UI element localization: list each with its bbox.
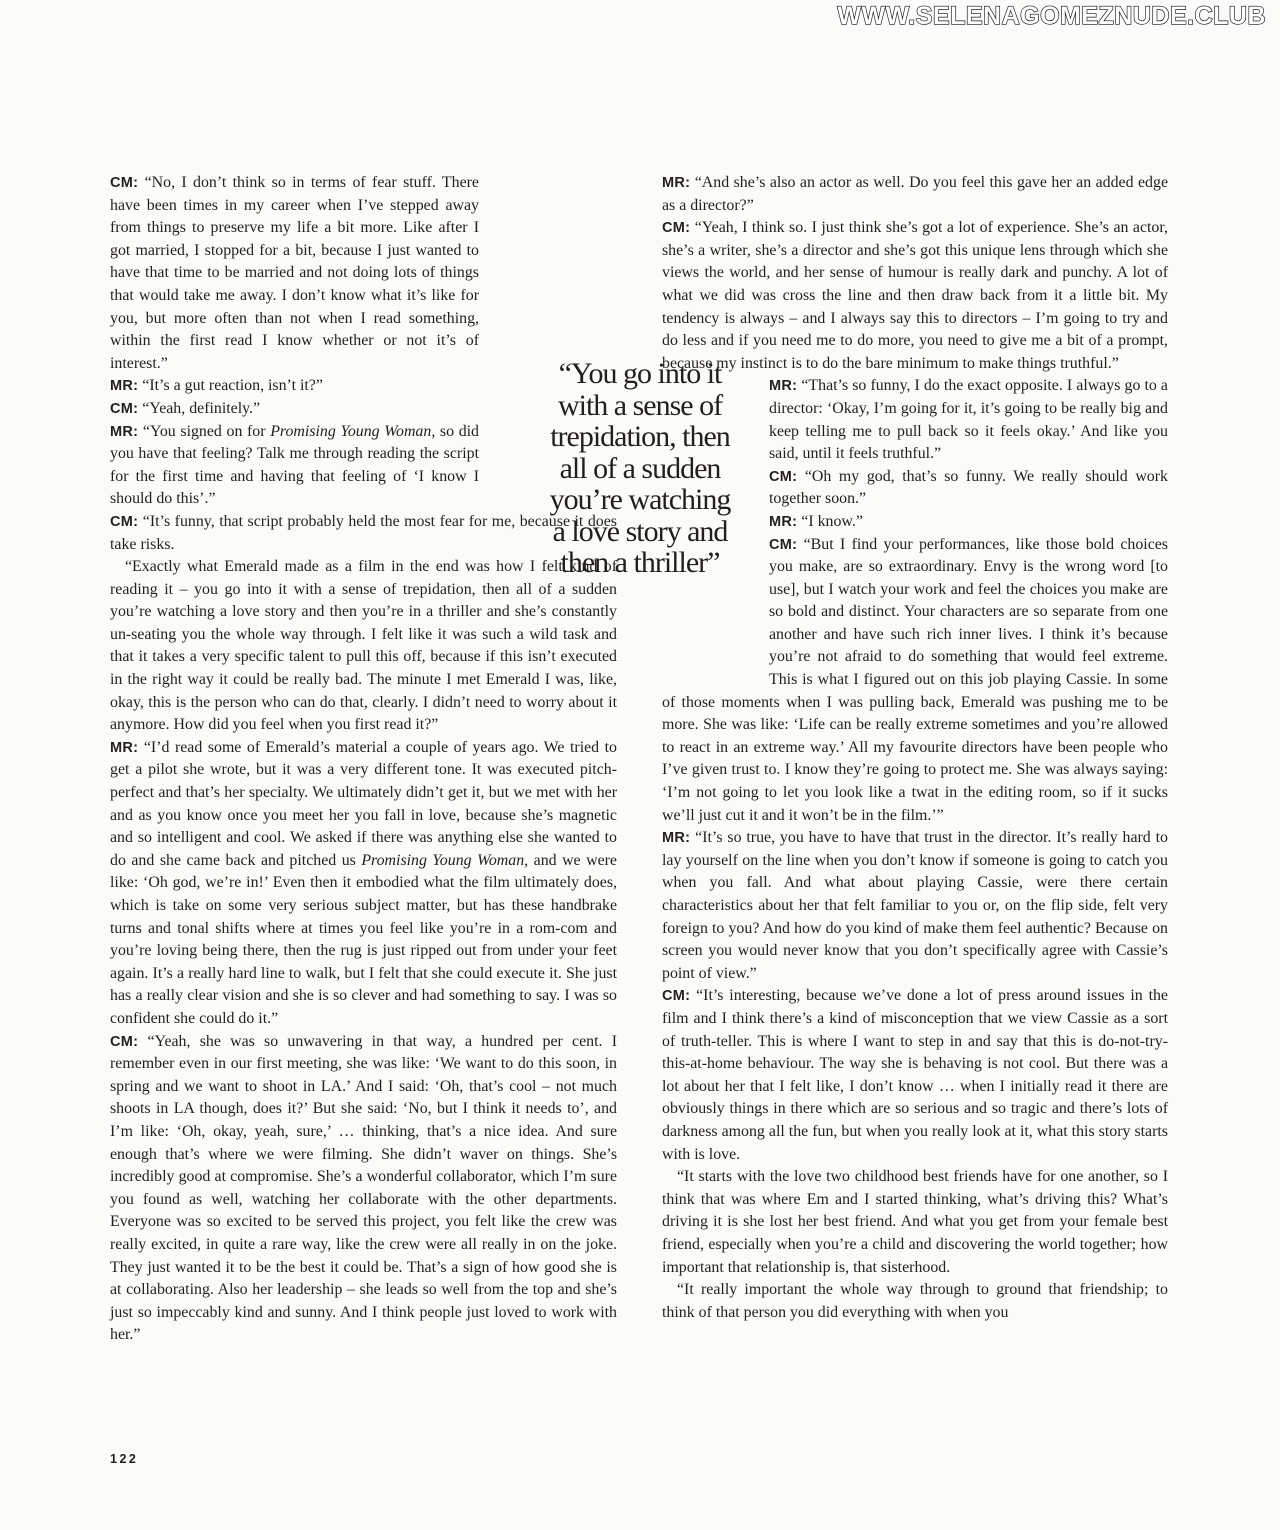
paragraph-text: “Yeah, she was so unwavering in that way, a hundred per cent. I remember even in our first meeting, she was like: ‘We want to do this soon, in spring and we want to shoot in LA.’ And I said: ‘Oh, that’s cool – not much shoots in LA though, does it?’ But she said: ‘No, but I think it needs to’, and I’m like: ‘Oh, okay, yeah, sure,’ … thinking, that’s a nice idea. And sure enough that’s where we were filming. She didn’t waver on things. She’s incredibly good at compromise. She’s a wonderful collaborator, which I’m sure you found as well, watching her collaborate with the other departments. Everyone was so excited to be served this project, you felt like the crew was really excited, in quite a rare way, like the crew were all really in on the joke. They just wanted it to be the best it could be. That’s a sign of how good she is at collaborating. Also her leadership – she leads so well from the top and she’s just so impeccably kind and sunny. And I think people just loved to work with her.” xyxy=(110,1032,617,1344)
speaker-cm: CM: xyxy=(110,1033,139,1050)
speaker-mr: MR: xyxy=(769,378,798,395)
film-title: Promising Young Woman xyxy=(361,851,525,869)
paragraph xyxy=(110,737,617,1031)
pull-quote-gutter-right xyxy=(662,375,769,691)
speaker-mr: MR: xyxy=(110,378,139,395)
paragraph-text: “No, I don’t think so in terms of fear stuff. There have been times in my career when I’ve stepped away from things to preserve my life a bit more. Like after I got married, I stopped for a bit, because I just wanted to have that time to be married and not doing lots of things that would take me away. I don’t know what it’s like for you, but more often than not when I read something, within the first read I know whether or not it’s of interest.” xyxy=(110,174,479,372)
speaker-mr: MR: xyxy=(110,423,139,440)
speaker-cm: CM: xyxy=(769,468,798,485)
paragraph xyxy=(110,511,617,556)
paragraph-text: “It’s funny, that script probably held the most fear for me, because it does take risks. xyxy=(110,512,617,553)
left-column xyxy=(110,172,617,1347)
speaker-mr: MR: xyxy=(662,175,691,191)
speaker-cm: CM: xyxy=(769,536,798,553)
paragraph xyxy=(662,172,1168,217)
speaker-mr: MR: xyxy=(662,830,691,847)
speaker-cm: CM: xyxy=(662,220,691,237)
paragraph-text: , and we were like: ‘Oh god, we’re in!’ Even then it embodied what the film ultimately does, which is take on some very serious subject matter, but has these handbrake turns and tonal shifts where at times you feel like you’re in a rom-com and you’re loving being there, then the rug is just ripped out from under your feet again. It’s a really hard line to walk, but I felt that she could execute it. She just has a really clear vision and she is so clever and had something to say. I was so confident she could do it.” xyxy=(110,851,617,1027)
paragraph-text: “And she’s also an actor as well. Do you feel this gave her an added edge as a director?” xyxy=(662,174,1168,214)
speaker-mr: MR: xyxy=(110,739,139,756)
page-number: 122 xyxy=(110,1452,139,1466)
paragraph xyxy=(662,827,1168,985)
watermark: WWW.SELENAGOMEZNUDE.CLUB xyxy=(837,2,1266,30)
paragraph-text: “It’s a gut reaction, isn’t it?” xyxy=(142,377,323,395)
paragraph xyxy=(110,1031,617,1347)
paragraph-text: “You signed on for xyxy=(142,422,271,440)
speaker-cm: CM: xyxy=(110,175,139,191)
paragraph-text: “That’s so funny, I do the exact opposite. I always go to a director: ‘Okay, I’m going for it, it’s going to be really big and keep telling me to pull back so it feels okay.’ And like you said, until it feels truthful.” xyxy=(769,377,1168,463)
speaker-cm: CM: xyxy=(662,988,691,1005)
film-title: Promising Young Woman xyxy=(270,422,432,440)
paragraph-text: “I’d read some of Emerald’s material a couple of years ago. We tried to get a pilot she wrote, but it was a very different tone. It was executed pitch-perfect and that’s her specialty. We ultimately didn’t get it, but we met with her and as you know once you meet her you fall in love, because she’s magnetic and so intelligent and cool. We asked if there was anything else she wanted to do and she came back and pitched us xyxy=(110,738,618,869)
speaker-cm: CM: xyxy=(110,400,139,417)
speaker-cm: CM: xyxy=(110,513,139,530)
paragraph-text: “It’s so true, you have to have that trust in the director. It’s really hard to lay yourself on the line when you don’t know if someone is going to catch you when you fall. And what about playing Cassie, were there certain characteristics about her that felt familiar to you or, on the flip side, felt very foreign to you? And how do you kind of make them feel authentic? Because on screen you would never know that you don’t specifically agree with Cassie’s point of view.” xyxy=(662,829,1168,982)
paragraph-text: , so did you have that feeling? Talk me through reading the script for the first time and having that feeling of ‘I know I should do this’.” xyxy=(110,422,479,508)
paragraph xyxy=(662,985,1168,1166)
paragraph: “It really important the whole way through to ground that friendship; to think of that person you did everything with when you xyxy=(662,1281,1168,1321)
paragraph-text: “I know.” xyxy=(801,512,863,530)
speaker-mr: MR: xyxy=(769,513,798,530)
paragraph: “Exactly what Emerald made as a film in the end was how I felt kind of reading it – you go into it with a sense of trepidation, then all of a sudden you’re watching a love story and then you’re in a thriller and she’s constantly un-seating you the whole way through. I felt like it was such a wild task and that it takes a very specific talent to pull this off, because if this isn’t executed in the right way it could be really bad. The minute I met Emerald I was, like, okay, this is the person who can do that, clearly. I didn’t need to worry about it anymore. How did you feel when you first read it?” xyxy=(110,558,617,734)
paragraph-text: “It’s interesting, because we’ve done a lot of press around issues in the film and I think there’s a kind of misconception that we view Cassie as a sort of truth-teller. This is where I want to step in and say that this is do-not-try-this-at-home behaviour. The way she is behaving is not cool. But there was a lot about her that I felt like, I don’t know … when I initially read it there are obviously things in there which are so serious and so tragic and there’s lots of darkness among all the fun, but when you really look at it, what this story starts with is love. xyxy=(662,987,1168,1163)
pull-quote: “You go into it with a sense of trepidation, then all of a sudden you’re watching a love story and then a thriller” xyxy=(549,357,731,579)
right-column xyxy=(662,172,1168,1324)
paragraph-text: “Oh my god, that’s so funny. We really should work together soon.” xyxy=(769,467,1168,508)
paragraph-text: “Yeah, definitely.” xyxy=(142,399,261,417)
paragraph-text: “But I find your performances, like those bold choices you make, are so extraordinary. Envy is the wrong word [to use], but I watch your work and feel the choices you make are so bold and distinct. Your characters are so separate from one another and have such rich inner lives. I think it’s because you’re not afraid to do something that would feel extreme. This is what I figured out on this job playing Cassie. In some of those moments when I was pulling back, Emerald was pushing me to be more. She was like: ‘Life can be really extreme sometimes and you’re allowed to react in an extreme way.’ All my favourite directors have been people who I’ve given trust to. I know they’re going to protect me. She was always saying: ‘I’m not going to let you look like a twat in the editing room, so if it sucks we’ll just cut it and it won’t be in the film.’” xyxy=(662,535,1168,824)
paragraph-text: “Yeah, I think so. I just think she’s got a lot of experience. She’s an actor, she’s a writer, she’s a director and she’s got this unique lens through which she views the world, and her sense of humour is really dark and punchy. A lot of what we did was cross the line and then draw back from it a little bit. My tendency is always – and I always say this to directors – I’m going to try and do less and if you need me to do more, you need to give me a bit of a prompt, because my instinct is to do the bare minimum to make things truthful.” xyxy=(662,219,1168,372)
paragraph: “It starts with the love two childhood best friends have for one another, so I think that was where Em and I started thinking, what’s driving this? What’s driving it is she lost her best friend. And what you get from your female best friend, especially when you’re a child and discovering the world together; how important that relationship is, that sisterhood. xyxy=(662,1168,1168,1276)
paragraph xyxy=(662,217,1168,375)
